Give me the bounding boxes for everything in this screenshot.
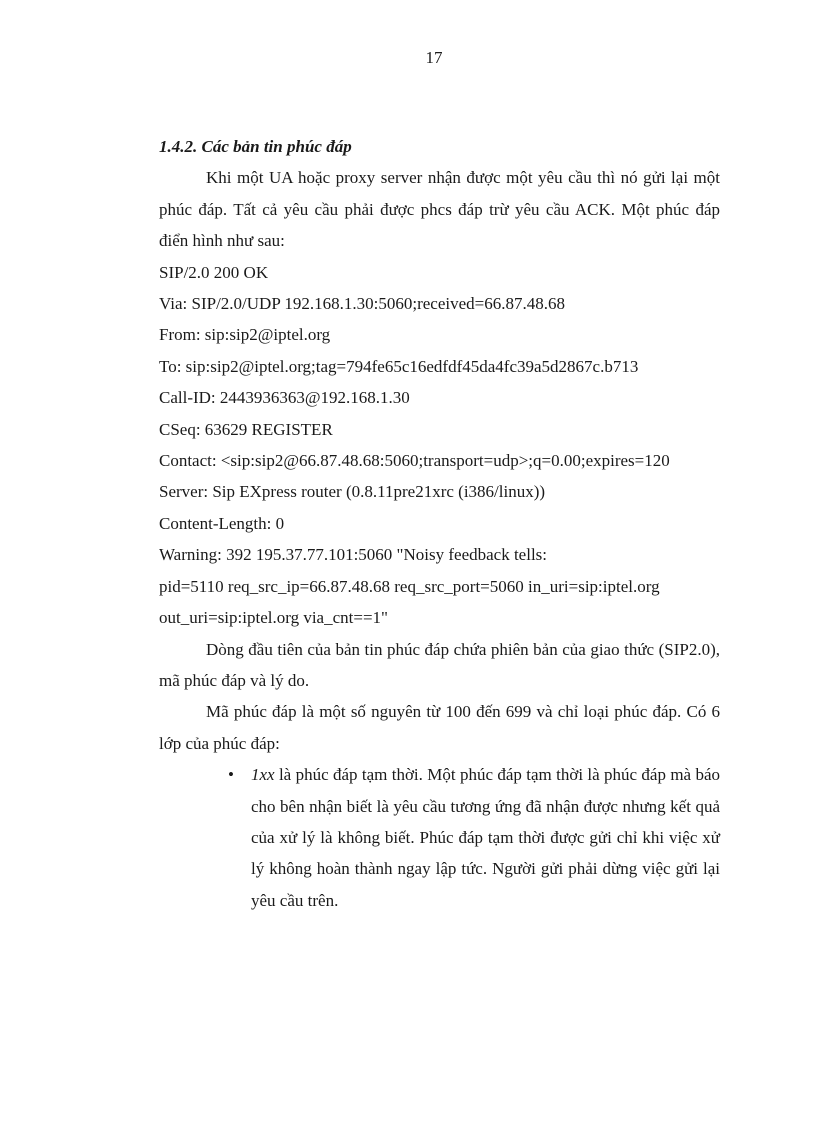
response-class-list — [159, 759, 720, 916]
sip-response-example — [159, 257, 720, 634]
first-line-paragraph: Dòng đầu tiên của bản tin phúc đáp chứa phiên bản của giao thức (SIP2.0), mã phúc đáp và lý do. — [159, 639, 720, 690]
page-number: 17 — [425, 48, 443, 67]
example-line: Contact: <sip:sip2@66.87.48.68:5060;transport=udp>;q=0.00;expires=120 — [159, 451, 670, 471]
intro-paragraph: Khi một UA hoặc proxy server nhận được một yêu cầu thì nó gửi lại một phúc đáp. Tất cả yêu cầu phải được phcs đáp trừ yêu cầu ACK. Một phúc đáp điển hình như sau: — [159, 168, 720, 251]
section-heading: 1.4.2. Các bản tin phúc đáp — [159, 137, 352, 156]
example-line: To: sip:sip2@iptel.org;tag=794fe65c16edfdf45da4fc39a5d2867c.b713 — [159, 356, 639, 376]
bullet-icon: • — [228, 765, 234, 785]
example-line: Content-Length: 0 — [159, 513, 285, 533]
response-code-paragraph: Mã phúc đáp là một số nguyên từ 100 đến 699 và chỉ loại phúc đáp. Có 6 lớp của phúc đáp: — [159, 702, 720, 753]
response-class-description: là phúc đáp tạm thời. Một phúc đáp tạm thời là phúc đáp mà báo cho bên nhận biết là yêu cầu tương ứng đã nhận được nhưng kết quả của xử lý là không biết. Phúc đáp tạm thời được gửi chỉ khi việc xử lý không hoàn thành ngay lập tức. Người gửi phải dừng việc gửi lại yêu cầu trên. — [251, 765, 720, 910]
example-line: pid=5110 req_src_ip=66.87.48.68 req_src_port=5060 in_uri=sip:iptel.org — [159, 576, 660, 596]
example-line: Call-ID: 2443936363@192.168.1.30 — [159, 388, 410, 408]
example-line: Via: SIP/2.0/UDP 192.168.1.30:5060;received=66.87.48.68 — [159, 294, 565, 314]
example-line: SIP/2.0 200 OK — [159, 262, 269, 282]
example-line: From: sip:sip2@iptel.org — [159, 325, 331, 345]
example-line: Server: Sip EXpress router (0.8.11pre21xrc (i386/linux)) — [159, 482, 546, 502]
example-line: out_uri=sip:iptel.org via_cnt==1" — [159, 608, 388, 628]
response-class-term: 1xx — [251, 765, 275, 785]
list-item — [228, 759, 720, 916]
example-line: Warning: 392 195.37.77.101:5060 "Noisy feedback tells: — [159, 545, 548, 565]
example-line: CSeq: 63629 REGISTER — [159, 419, 333, 439]
document-body — [159, 131, 720, 916]
